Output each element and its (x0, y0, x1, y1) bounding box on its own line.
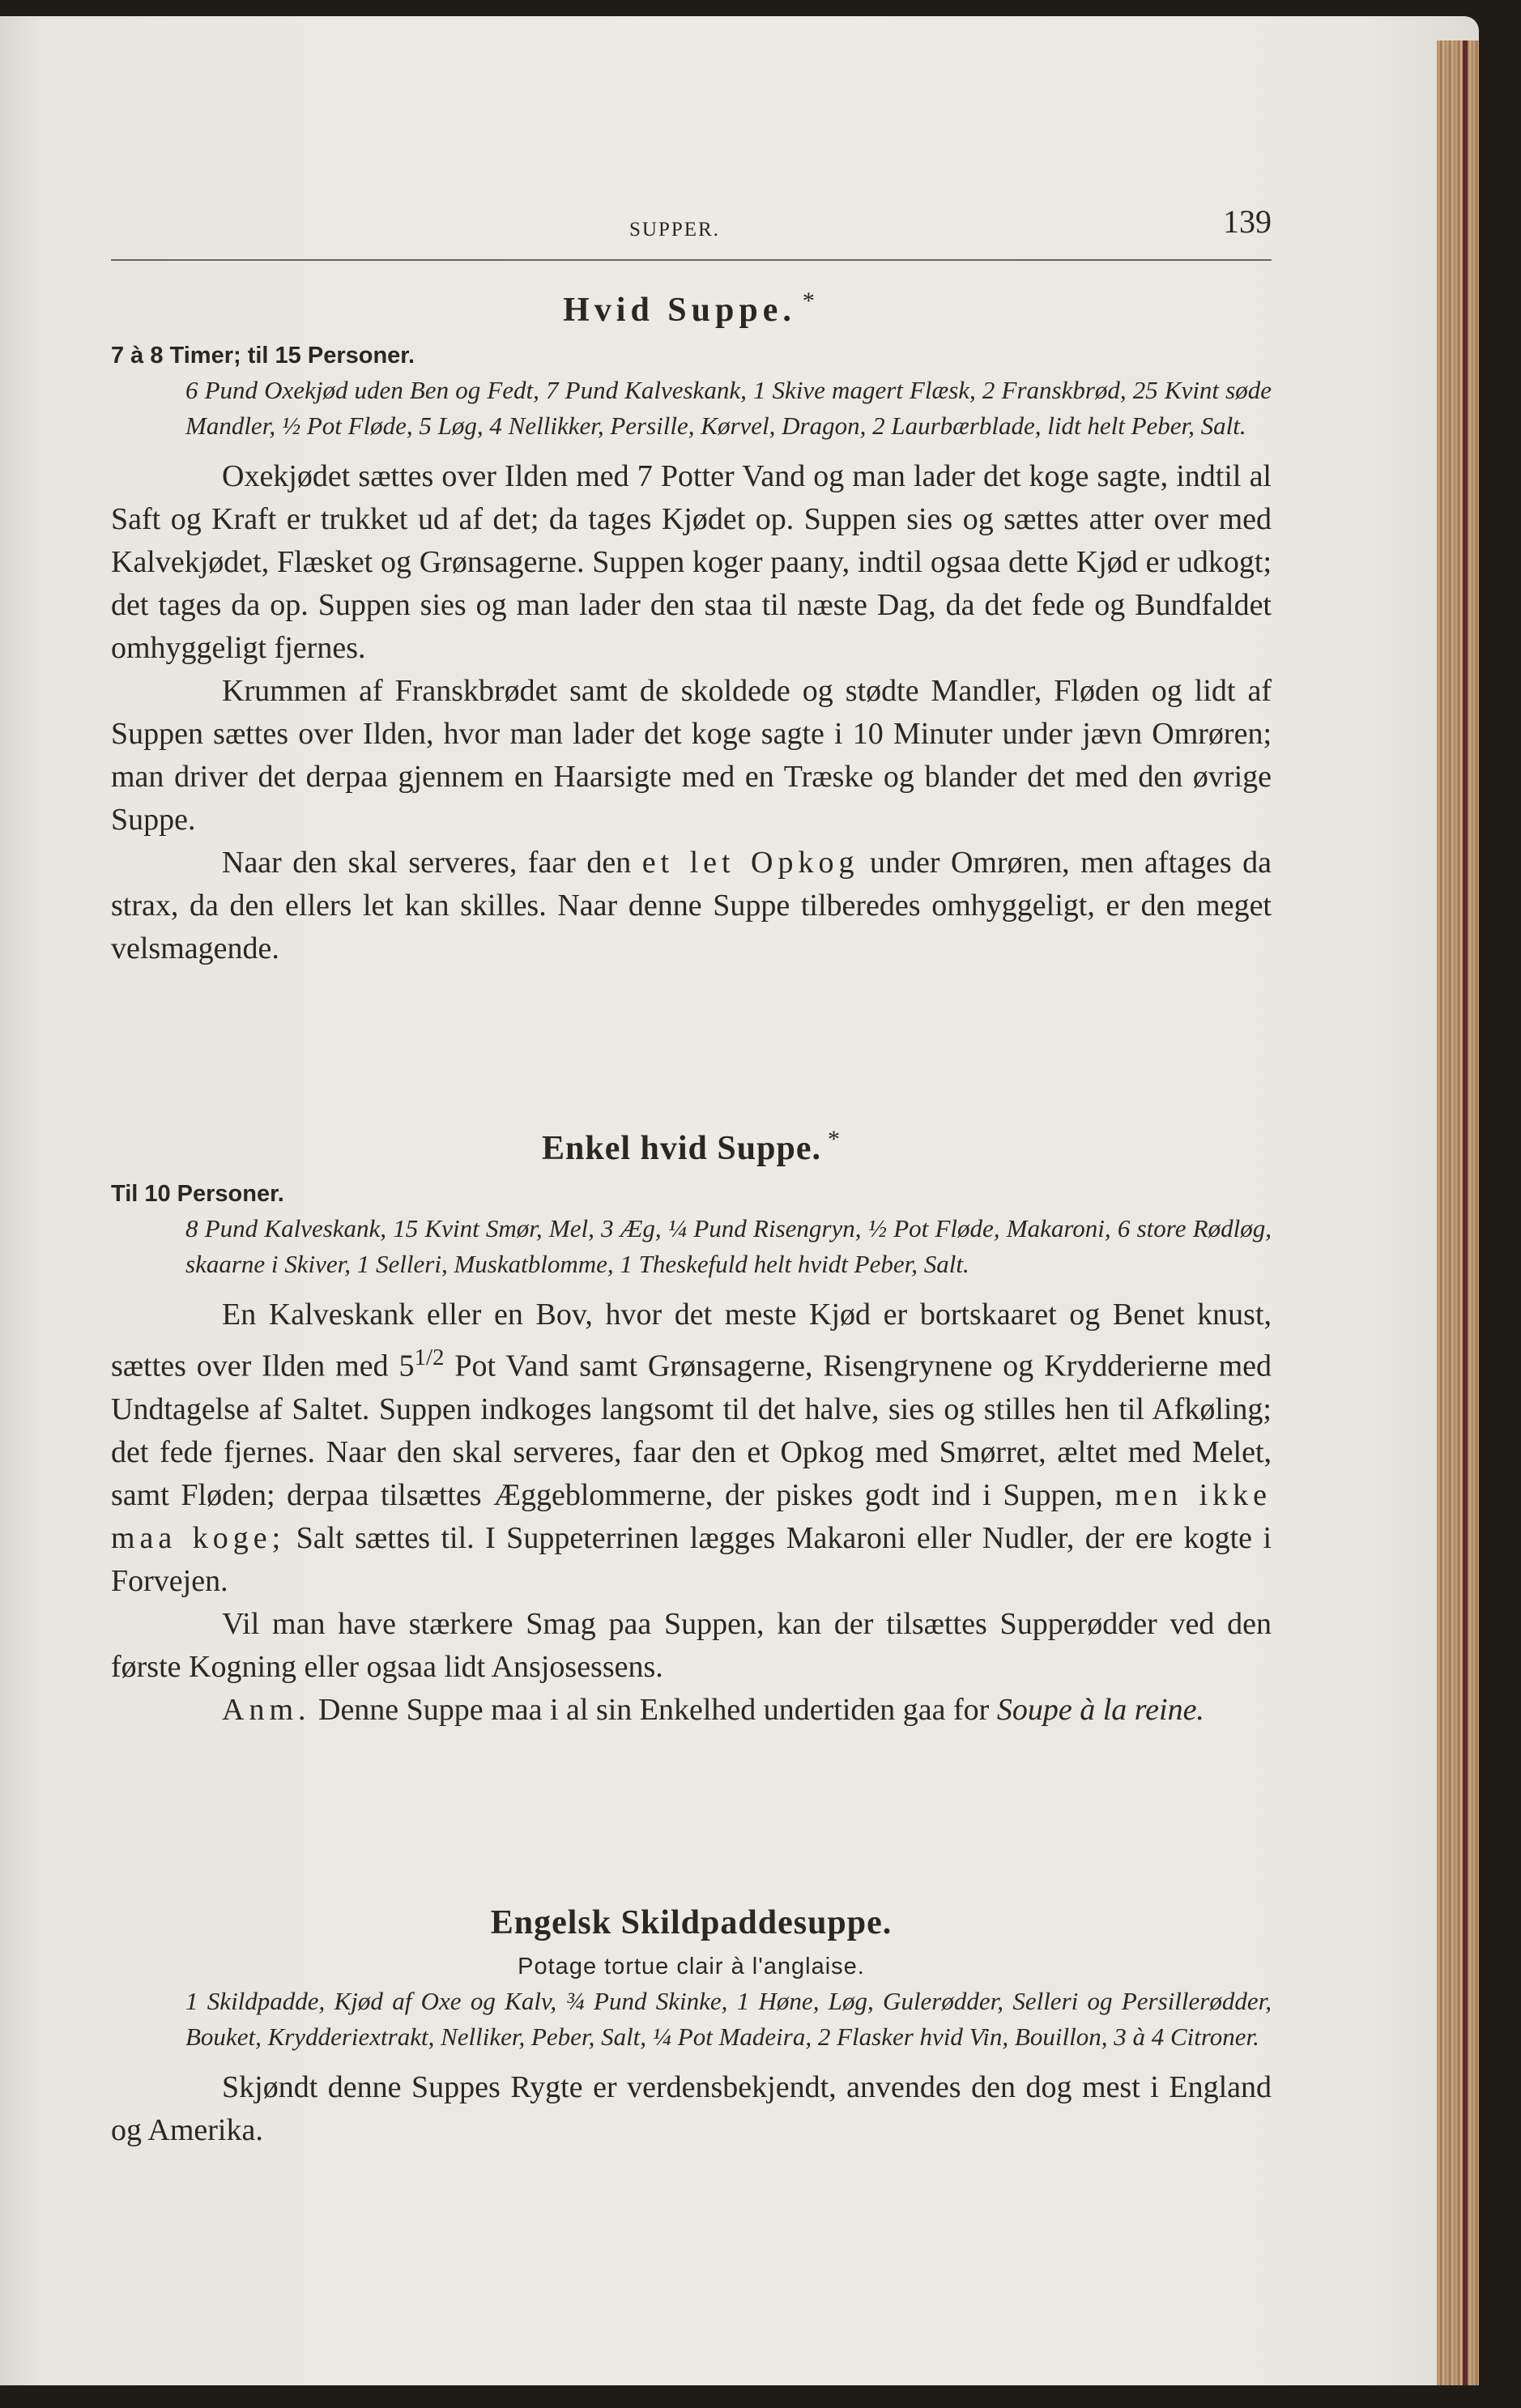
paragraph (111, 1294, 1272, 1603)
recipe-title (111, 1126, 1272, 1168)
paragraph: Vil man have stærkere Smag paa Suppen, kan der tilsættes Supperødder ved den første Kogning eller ogsaa lidt Ansjosessens. (111, 1606, 1272, 1684)
paragraph: Skjøndt denne Suppes Rygte er verdensbekjendt, anvendes den dog mest i England og Amerika. (111, 2070, 1272, 2147)
text-run: En Kalveskank eller en Bov, hvor det meste Kjød er bortskaaret og Benet knust, sættes over Ilden med 5 (111, 1298, 1272, 1383)
text-run: under Omrøren, men aftages da strax, da den ellers let kan skilles. Naar denne Suppe tilberedes omhyggeligt, er den meget velsmagende. (111, 846, 1272, 965)
ingredients-list: 8 Pund Kalveskank, 15 Kvint Smør, Mel, 3 Æg, ¼ Pund Risengryn, ½ Pot Fløde, Makaroni, 6 store Rødløg, skaarne i Skiver, 1 Selleri, Muskatblomme, 1 Theskefuld helt hvidt Peber, Salt. (185, 1214, 1272, 1278)
page-header (111, 196, 1272, 245)
page-number: 139 (1223, 203, 1272, 240)
paragraph (111, 842, 1272, 970)
fraction: 1/2 (414, 1345, 445, 1370)
annotation-paragraph (111, 1689, 1272, 1732)
recipe-hvid-suppe (111, 288, 1272, 970)
servings-line: Til 10 Personer. (111, 1181, 284, 1207)
italic-term: Soupe à la reine. (996, 1692, 1204, 1727)
recipe-engelsk-skildpaddesuppe (111, 1903, 1272, 2152)
asterisk-mark: * (828, 1126, 841, 1153)
spaced-emphasis: men ikke maa koge; (111, 1477, 1272, 1555)
recipe-subtitle: Potage tortue clair à l'anglaise. (518, 1954, 865, 1980)
ingredients-list: 6 Pund Oxekjød uden Ben og Fedt, 7 Pund Kalveskank, 1 Skive magert Flæsk, 2 Franskbrød, 25 Kvint søde Mandler, ½ Pot Fløde, 5 Løg, 4 Nellikker, Persille, Kørvel, Dragon, 2 Laurbærblade, lidt helt Peber, Salt. (185, 376, 1272, 440)
spaced-emphasis: et let Opkog (641, 846, 859, 880)
text-run: Salt sættes til. I Suppeterrinen lægges Makaroni eller Nudler, der ere kogte i Forvejen. (111, 1520, 1272, 1598)
running-head: SUPPER. (629, 219, 720, 241)
paragraph: Krummen af Franskbrødet samt de skoldede og stødte Mandler, Fløden og lidt af Suppen sættes over Ilden, hvor man lader det koge sagte i 10 Minuter under jævn Omrøren; man driver det derpaa gjennem en Haarsigte med en Træske og blander det med den øvrige Suppe. (111, 674, 1272, 837)
ingredients-list: 1 Skildpadde, Kjød af Oxe og Kalv, ¾ Pund Skinke, 1 Høne, Løg, Gulerødder, Selleri og Persillerødder, Bouket, Krydderiextrakt, Nelliker, Peber, Salt, ¼ Pot Madeira, 2 Flasker hvid Vin, Bouillon, 3 à 4 Citroner. (185, 1987, 1272, 2051)
header-rule (111, 259, 1272, 261)
recipe-enkel-hvid-suppe (111, 1126, 1272, 1732)
recipe-title-text: Hvid Suppe. (563, 292, 796, 329)
paragraph: Oxekjødet sættes over Ilden med 7 Potter Vand og man lader det koge sagte, indtil al Saft og Kraft er trukket ud af det; da tages Kjødet op. Suppen sies og sættes atter over med Kalvekjødet, Flæsket og Grønsagerne. Suppen koger paany, indtil ogsaa dette Kjød er udkogt; det tages da op. Suppen sies og man lader den staa til næste Dag, da det fede og Bundfaldet omhyggeligt fjernes. (111, 459, 1272, 665)
text-run: Naar den skal serveres, faar den (222, 846, 632, 880)
text-run: Pot Vand samt Grønsagerne, Risengrynene og Krydderierne med Undtagelse af Saltet. Suppen indkoges langsomt til det halve, sies og stilles hen til Afkøling; det fede fjernes. Naar den skal serveres, faar den et Opkog med Smørret, æltet med Melet, samt Fløden; derpaa tilsættes Æggeblommerne, der piskes godt ind i Suppen, (111, 1349, 1272, 1512)
book-page-edges (1437, 40, 1479, 2385)
servings-line: 7 à 8 Timer; til 15 Personer. (111, 343, 415, 369)
asterisk-mark: * (802, 288, 820, 314)
recipe-title: Engelsk Skildpaddesuppe. (490, 1904, 893, 1941)
recipe-title (111, 288, 1272, 330)
recipe-title-text: Enkel hvid Suppe. (541, 1130, 821, 1167)
text-run: Denne Suppe maa i al sin Enkelhed undertiden gaa for (318, 1692, 990, 1727)
annotation-label: Anm. (222, 1692, 311, 1727)
page-paper (0, 16, 1479, 2385)
